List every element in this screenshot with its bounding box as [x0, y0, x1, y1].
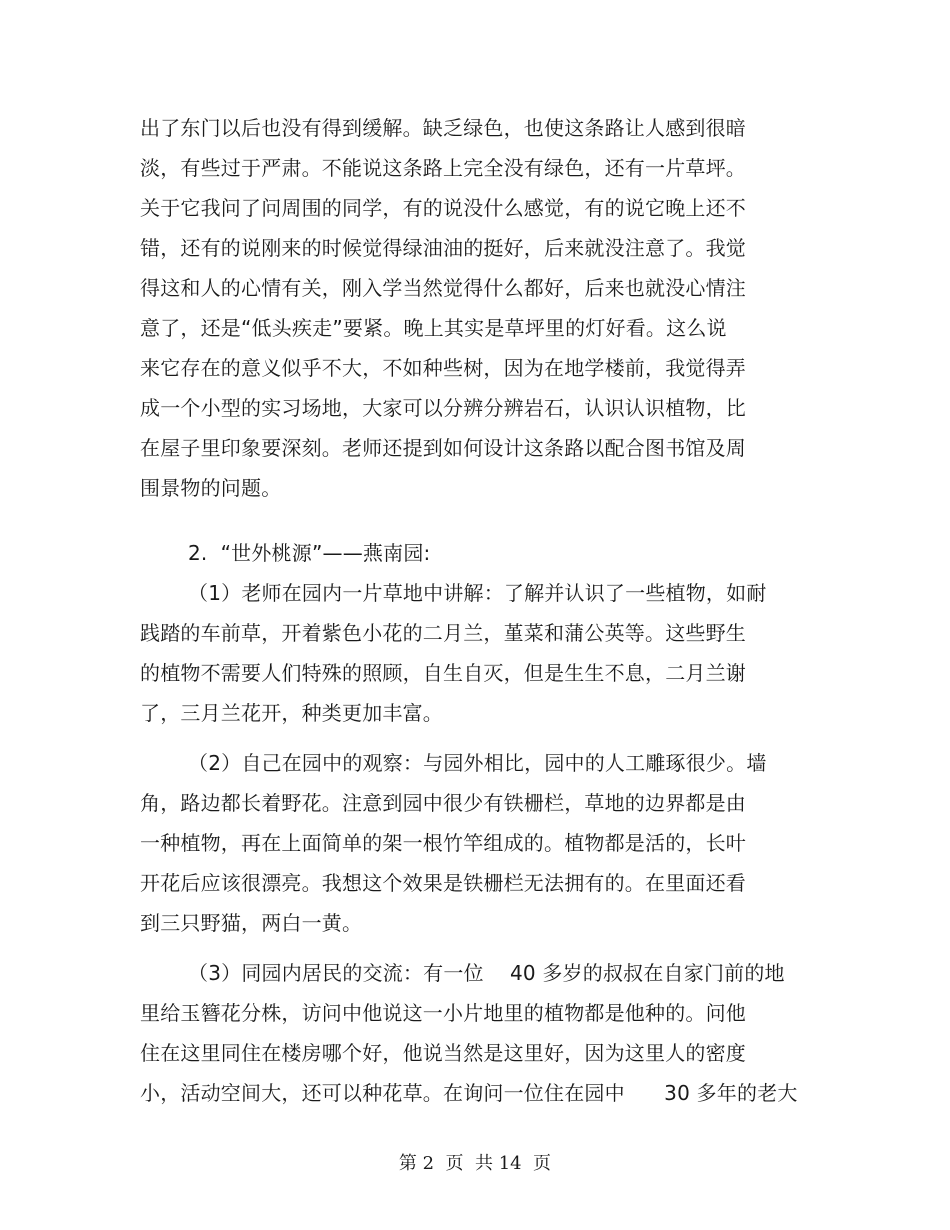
paragraph-line: （1）老师在园内一片草地中讲解：了解并认识了一些植物，如耐 — [188, 581, 767, 605]
paragraph-line: 小，活动空间大，还可以种花草。在询问一位住在园中 30 多年的老大 — [140, 1081, 798, 1105]
paragraph-line: 住在这里同住在楼房哪个好，他说当然是这里好，因为这里人的密度 — [140, 1041, 746, 1065]
paragraph-line: 里给玉簪花分株，访问中他说这一小片地里的植物都是他种的。问他 — [140, 1001, 746, 1025]
paragraph-line: 践踏的车前草，开着紫色小花的二月兰，堇菜和蒲公英等。这些野生 — [140, 621, 746, 645]
paragraph-line: 到三只野猫，两白一黄。 — [140, 911, 363, 935]
paragraph-line: 开花后应该很漂亮。我想这个效果是铁栅栏无法拥有的。在里面还看 — [140, 871, 746, 895]
paragraph-line: 在屋子里印象要深刻。老师还提到如何设计这条路以配合图书馆及周 — [140, 436, 746, 460]
paragraph-line: （2）自己在园中的观察：与园外相比，园中的人工雕琢很少。墙 — [188, 751, 767, 775]
paragraph-line: 来它存在的意义似乎不大，不如种些树，因为在地学楼前，我觉得弄 — [140, 356, 746, 380]
paragraph-line: 错，还有的说刚来的时候觉得绿油油的挺好，后来就没注意了。我觉 — [140, 236, 746, 260]
paragraph-line: 了，三月兰花开，种类更加丰富。 — [140, 701, 443, 725]
paragraph-line: 意了，还是“低头疾走”要紧。晚上其实是草坪里的灯好看。这么说 — [140, 316, 727, 340]
paragraph-line: 得这和人的心情有关，刚入学当然觉得什么都好，后来也就没心情注 — [140, 276, 746, 300]
page-number-footer: 第 2 页 共 14 页 — [398, 1153, 552, 1174]
paragraph-line: 一种植物，再在上面简单的架一根竹竿组成的。植物都是活的，长叶 — [140, 831, 746, 855]
paragraph-line: 淡，有些过于严肃。不能说这条路上完全没有绿色，还有一片草坪。 — [140, 156, 746, 180]
paragraph-line: 关于它我问了问周围的同学，有的说没什么感觉，有的说它晚上还不 — [140, 196, 746, 220]
section-heading: 2. “世外桃源”——燕南园: — [188, 541, 431, 565]
paragraph-line: 成一个小型的实习场地，大家可以分辨分辨岩石，认识认识植物，比 — [140, 396, 746, 420]
paragraph-line: 角，路边都长着野花。注意到园中很少有铁栅栏，草地的边界都是由 — [140, 791, 746, 815]
paragraph-line: 出了东门以后也没有得到缓解。缺乏绿色，也使这条路让人感到很暗 — [140, 116, 746, 140]
paragraph-line: 围景物的问题。 — [140, 476, 282, 500]
paragraph-line: 的植物不需要人们特殊的照顾，自生自灭，但是生生不息，二月兰谢 — [140, 661, 746, 685]
paragraph-line: （3）同园内居民的交流：有一位 40 多岁的叔叔在自家门前的地 — [188, 961, 785, 985]
